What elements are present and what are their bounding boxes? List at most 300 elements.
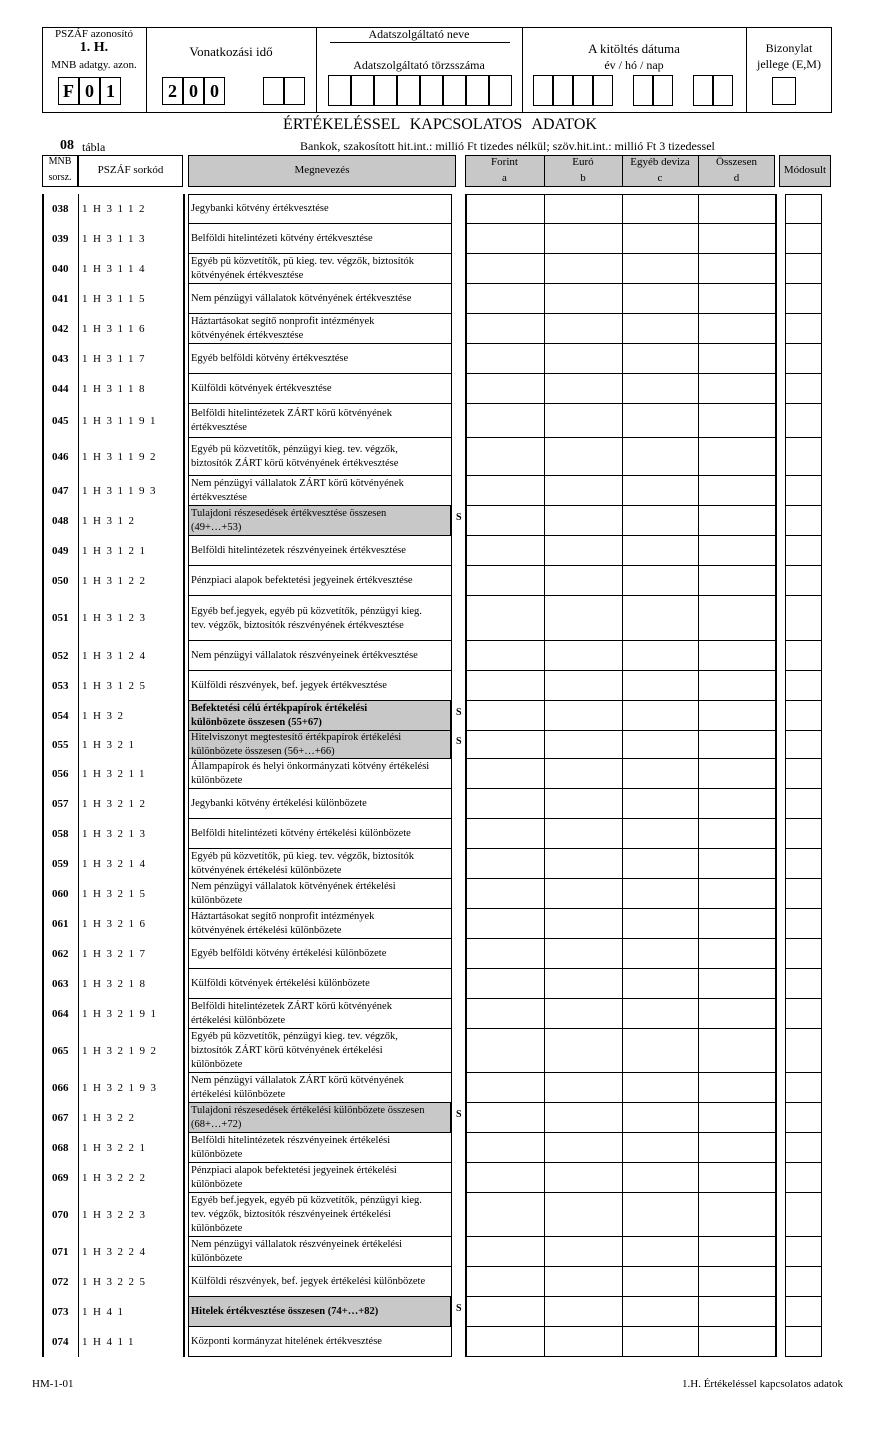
row-description-line: Belföldi hitelintézetek részvényeinek értékvesztése	[191, 545, 406, 556]
row-mnb-number: 073	[52, 1306, 69, 1318]
row-description	[188, 566, 451, 596]
row-input-modified[interactable]	[785, 476, 821, 506]
row-input-forint[interactable]	[466, 641, 544, 671]
row-sum-marker: S	[456, 1109, 462, 1120]
row-input-other[interactable]	[623, 438, 697, 476]
row-input-forint[interactable]	[466, 536, 544, 566]
doc-type-box[interactable]	[772, 77, 796, 105]
row-description	[188, 1297, 451, 1327]
date-box[interactable]	[633, 75, 653, 106]
row-input-total[interactable]	[699, 1073, 775, 1103]
row-input-total[interactable]	[699, 789, 775, 819]
code-box-2[interactable]: 0	[79, 77, 100, 105]
row-description	[188, 1133, 451, 1163]
row-input-other[interactable]	[623, 284, 697, 314]
row-input-forint[interactable]	[466, 759, 544, 789]
row-input-total[interactable]	[699, 701, 775, 731]
row-input-other[interactable]	[623, 1327, 697, 1357]
row-input-modified[interactable]	[785, 1193, 821, 1237]
row-input-forint[interactable]	[466, 1267, 544, 1297]
row-input-euro[interactable]	[545, 1163, 621, 1193]
row-mnb-number: 052	[52, 650, 69, 662]
row-input-forint[interactable]	[466, 1193, 544, 1237]
row-input-euro[interactable]	[545, 1237, 621, 1267]
row-input-forint[interactable]	[466, 789, 544, 819]
row-input-total[interactable]	[699, 759, 775, 789]
row-description-line: Belföldi hitelintézeti kötvény értékelési különbözete	[191, 828, 411, 839]
row-input-other[interactable]	[623, 1193, 697, 1237]
row-input-other[interactable]	[623, 1237, 697, 1267]
row-input-modified[interactable]	[785, 641, 821, 671]
date-box[interactable]	[653, 75, 673, 106]
row-input-euro[interactable]	[545, 1267, 621, 1297]
row-input-euro[interactable]	[545, 999, 621, 1029]
row-input-other[interactable]	[623, 254, 697, 284]
row-description-line: értékelési különbözete	[191, 1089, 286, 1100]
table-row	[0, 731, 880, 759]
row-description-line: Nem pénzügyi vállalatok kötvényének értékelési	[191, 881, 396, 892]
row-input-total[interactable]	[699, 254, 775, 284]
row-description-line: értékvesztése	[191, 422, 247, 433]
row-input-modified[interactable]	[785, 254, 821, 284]
row-input-other[interactable]	[623, 1163, 697, 1193]
row-input-modified[interactable]	[785, 819, 821, 849]
row-input-euro[interactable]	[545, 344, 621, 374]
row-input-total[interactable]	[699, 284, 775, 314]
row-description-line: Tulajdoni részesedések értékvesztése összesen	[191, 508, 387, 519]
row-input-forint[interactable]	[466, 1327, 544, 1357]
row-input-forint[interactable]	[466, 939, 544, 969]
row-description	[188, 1163, 451, 1193]
row-input-other[interactable]	[623, 641, 697, 671]
provider-reg-box[interactable]	[351, 75, 374, 106]
row-input-forint[interactable]	[466, 879, 544, 909]
row-input-modified[interactable]	[785, 909, 821, 939]
row-input-total[interactable]	[699, 731, 775, 759]
row-input-total[interactable]	[699, 999, 775, 1029]
row-description-line: Egyéb bef.jegyek, egyéb pü közvetítők, pénzügyi kieg.	[191, 605, 422, 617]
row-input-modified[interactable]	[785, 506, 821, 536]
row-input-euro[interactable]	[545, 879, 621, 909]
row-input-other[interactable]	[623, 969, 697, 999]
row-description	[188, 374, 451, 404]
row-input-modified[interactable]	[785, 969, 821, 999]
row-input-other[interactable]	[623, 849, 697, 879]
table-row	[0, 759, 880, 789]
row-description-line: Pénzpiaci alapok befektetési jegyeinek értékvesztése	[191, 575, 413, 586]
provider-reg-box[interactable]	[443, 75, 466, 106]
row-input-total[interactable]	[699, 879, 775, 909]
row-input-total[interactable]	[699, 939, 775, 969]
period-label: Vonatkozási idő	[189, 44, 273, 59]
row-mnb-number: 047	[52, 485, 69, 497]
row-input-modified[interactable]	[785, 224, 821, 254]
row-sum-marker: S	[456, 707, 462, 718]
row-description-line: Jegybanki kötvény értékelési különbözete	[191, 798, 367, 809]
row-description-line: Belföldi hitelintézetek ZÁRT körű kötvényének	[191, 408, 392, 419]
row-description-line: Külföldi részvények, bef. jegyek értékelési különbözete	[191, 1276, 426, 1287]
row-input-modified[interactable]	[785, 671, 821, 701]
row-input-euro[interactable]	[545, 536, 621, 566]
table-top-rule	[188, 194, 452, 195]
row-pszaf-code: 1H321	[82, 739, 140, 751]
row-input-forint[interactable]	[466, 314, 544, 344]
row-description	[188, 254, 451, 284]
row-input-total[interactable]	[699, 1133, 775, 1163]
row-description-line: különbözete	[191, 895, 243, 906]
provider-reg-box[interactable]	[489, 75, 512, 106]
date-box[interactable]	[693, 75, 713, 106]
row-input-forint[interactable]	[466, 404, 544, 438]
row-input-euro[interactable]	[545, 374, 621, 404]
row-input-forint[interactable]	[466, 1133, 544, 1163]
row-pszaf-code: 1H3121	[82, 545, 151, 557]
row-description-line: különbözete összesen (55+67)	[191, 717, 322, 728]
row-input-total[interactable]	[699, 566, 775, 596]
row-input-modified[interactable]	[785, 849, 821, 879]
row-input-forint[interactable]	[466, 344, 544, 374]
row-input-euro[interactable]	[545, 1029, 621, 1073]
row-input-forint[interactable]	[466, 671, 544, 701]
table-number: 08	[60, 138, 74, 153]
row-description	[188, 849, 451, 879]
row-input-total[interactable]	[699, 194, 775, 224]
row-pszaf-code: 1H32	[82, 710, 129, 722]
row-input-total[interactable]	[699, 1103, 775, 1133]
row-input-euro[interactable]	[545, 641, 621, 671]
row-input-euro[interactable]	[545, 438, 621, 476]
period-box-4[interactable]	[263, 77, 284, 105]
row-input-total[interactable]	[699, 1297, 775, 1327]
row-input-forint[interactable]	[466, 476, 544, 506]
code-box-3[interactable]: 1	[100, 77, 121, 105]
table-row	[0, 566, 880, 596]
row-input-total[interactable]	[699, 1029, 775, 1073]
row-input-total[interactable]	[699, 671, 775, 701]
table-row	[0, 404, 880, 438]
row-input-euro[interactable]	[545, 939, 621, 969]
row-description-line: értékvesztése	[191, 492, 247, 503]
date-label: A kitöltés dátuma	[588, 41, 680, 56]
row-description	[188, 759, 451, 789]
row-input-modified[interactable]	[785, 438, 821, 476]
row-input-other[interactable]	[623, 566, 697, 596]
row-input-euro[interactable]	[545, 254, 621, 284]
row-input-euro[interactable]	[545, 224, 621, 254]
table-vline	[622, 194, 623, 1357]
row-input-modified[interactable]	[785, 701, 821, 731]
row-input-modified[interactable]	[785, 314, 821, 344]
row-input-total[interactable]	[699, 1237, 775, 1267]
row-input-total[interactable]	[699, 909, 775, 939]
row-input-other[interactable]	[623, 1267, 697, 1297]
row-input-euro[interactable]	[545, 759, 621, 789]
row-input-other[interactable]	[623, 789, 697, 819]
row-input-modified[interactable]	[785, 1073, 821, 1103]
row-input-forint[interactable]	[466, 1163, 544, 1193]
row-description	[188, 404, 451, 438]
date-box[interactable]	[713, 75, 733, 106]
row-input-forint[interactable]	[466, 969, 544, 999]
row-input-euro[interactable]	[545, 1193, 621, 1237]
row-input-total[interactable]	[699, 1163, 775, 1193]
row-description-line: Belföldi hitelintézetek részvényeinek értékelési	[191, 1135, 391, 1146]
row-input-other[interactable]	[623, 1297, 697, 1327]
row-description-line: biztosítók ZÁRT körű kötvényének értékvesztése	[191, 458, 399, 469]
row-description-line: tev. végzők, biztosítók részvényének értékvesztése	[191, 619, 404, 631]
row-input-forint[interactable]	[466, 596, 544, 641]
row-input-modified[interactable]	[785, 1297, 821, 1327]
row-mnb-number: 050	[52, 575, 69, 587]
row-mnb-number: 067	[52, 1112, 69, 1124]
row-sum-marker: S	[456, 1303, 462, 1314]
row-input-forint[interactable]	[466, 374, 544, 404]
row-input-other[interactable]	[623, 506, 697, 536]
row-description-line: Egyéb belföldi kötvény értékvesztése	[191, 353, 349, 364]
row-input-other[interactable]	[623, 939, 697, 969]
row-input-euro[interactable]	[545, 909, 621, 939]
row-input-modified[interactable]	[785, 1163, 821, 1193]
row-mnb-number: 061	[52, 918, 69, 930]
table-row	[0, 1029, 880, 1073]
row-input-other[interactable]	[623, 759, 697, 789]
row-input-modified[interactable]	[785, 999, 821, 1029]
row-input-total[interactable]	[699, 476, 775, 506]
row-input-forint[interactable]	[466, 284, 544, 314]
row-pszaf-code: 1H3224	[82, 1246, 151, 1258]
row-input-total[interactable]	[699, 641, 775, 671]
row-input-other[interactable]	[623, 344, 697, 374]
row-input-modified[interactable]	[785, 374, 821, 404]
row-input-euro[interactable]	[545, 701, 621, 731]
row-input-total[interactable]	[699, 404, 775, 438]
row-input-modified[interactable]	[785, 344, 821, 374]
row-input-euro[interactable]	[545, 284, 621, 314]
date-box[interactable]	[573, 75, 593, 106]
row-pszaf-code: 1H32191	[82, 1008, 162, 1020]
row-mnb-number: 045	[52, 415, 69, 427]
row-input-euro[interactable]	[545, 506, 621, 536]
row-input-modified[interactable]	[785, 759, 821, 789]
row-input-forint[interactable]	[466, 999, 544, 1029]
period-box-2[interactable]: 0	[183, 77, 204, 105]
row-description	[188, 1327, 451, 1357]
row-mnb-number: 044	[52, 383, 69, 395]
date-box[interactable]	[533, 75, 553, 106]
row-description	[188, 939, 451, 969]
row-input-other[interactable]	[623, 224, 697, 254]
row-input-forint[interactable]	[466, 819, 544, 849]
row-input-modified[interactable]	[785, 789, 821, 819]
row-input-euro[interactable]	[545, 404, 621, 438]
row-input-modified[interactable]	[785, 1267, 821, 1297]
row-input-modified[interactable]	[785, 1327, 821, 1357]
row-input-other[interactable]	[623, 819, 697, 849]
row-input-forint[interactable]	[466, 1073, 544, 1103]
row-input-euro[interactable]	[545, 1327, 621, 1357]
row-input-total[interactable]	[699, 596, 775, 641]
period-box-5[interactable]	[284, 77, 305, 105]
row-input-total[interactable]	[699, 1327, 775, 1357]
row-input-modified[interactable]	[785, 879, 821, 909]
row-description-line: Belföldi hitelintézeti kötvény értékvesztése	[191, 233, 373, 244]
row-input-forint[interactable]	[466, 194, 544, 224]
date-box[interactable]	[593, 75, 613, 106]
row-input-forint[interactable]	[466, 731, 544, 759]
row-input-total[interactable]	[699, 819, 775, 849]
row-input-forint[interactable]	[466, 849, 544, 879]
col-name-label: Megnevezés	[294, 164, 350, 176]
row-input-modified[interactable]	[785, 566, 821, 596]
row-input-other[interactable]	[623, 999, 697, 1029]
row-input-modified[interactable]	[785, 1237, 821, 1267]
row-mnb-number: 040	[52, 263, 69, 275]
row-input-other[interactable]	[623, 314, 697, 344]
row-input-other[interactable]	[623, 731, 697, 759]
table-row	[0, 536, 880, 566]
row-input-total[interactable]	[699, 374, 775, 404]
row-input-total[interactable]	[699, 849, 775, 879]
row-input-forint[interactable]	[466, 224, 544, 254]
row-input-other[interactable]	[623, 404, 697, 438]
row-input-other[interactable]	[623, 476, 697, 506]
row-description-line: Pénzpiaci alapok befektetési jegyeinek értékelési	[191, 1165, 397, 1176]
row-input-euro[interactable]	[545, 314, 621, 344]
row-mnb-number: 051	[52, 612, 69, 624]
row-description-line: Külföldi kötvények értékvesztése	[191, 383, 332, 394]
table-vline	[785, 194, 786, 1357]
table-row	[0, 224, 880, 254]
row-input-forint[interactable]	[466, 438, 544, 476]
row-input-modified[interactable]	[785, 1103, 821, 1133]
row-input-other[interactable]	[623, 194, 697, 224]
row-pszaf-code: 1H3214	[82, 858, 151, 870]
row-input-modified[interactable]	[785, 404, 821, 438]
row-input-euro[interactable]	[545, 849, 621, 879]
row-input-modified[interactable]	[785, 284, 821, 314]
date-box[interactable]	[553, 75, 573, 106]
row-input-euro[interactable]	[545, 1297, 621, 1327]
row-mnb-number: 054	[52, 710, 69, 722]
table-row	[0, 374, 880, 404]
row-description-line: különbözete	[191, 1179, 243, 1190]
row-input-euro[interactable]	[545, 819, 621, 849]
row-input-modified[interactable]	[785, 194, 821, 224]
row-pszaf-code: 1H3212	[82, 798, 151, 810]
provider-reg-box[interactable]	[420, 75, 443, 106]
row-input-forint[interactable]	[466, 1029, 544, 1073]
row-input-modified[interactable]	[785, 536, 821, 566]
row-description-line: különbözete	[191, 1059, 243, 1070]
row-description-line: Nem pénzügyi vállalatok ZÁRT körű kötvényének	[191, 1075, 404, 1086]
row-input-euro[interactable]	[545, 969, 621, 999]
row-description-line: tev. végzők, biztosítók részvényeinek értékelési	[191, 1209, 391, 1220]
row-input-forint[interactable]	[466, 566, 544, 596]
row-input-modified[interactable]	[785, 1029, 821, 1073]
row-input-forint[interactable]	[466, 1237, 544, 1267]
row-input-euro[interactable]	[545, 1073, 621, 1103]
row-pszaf-code: 1H3213	[82, 828, 151, 840]
row-input-forint[interactable]	[466, 1297, 544, 1327]
row-input-modified[interactable]	[785, 1133, 821, 1163]
period-box-3[interactable]: 0	[204, 77, 225, 105]
row-input-total[interactable]	[699, 536, 775, 566]
period-box-1[interactable]: 2	[162, 77, 183, 105]
table-row	[0, 909, 880, 939]
provider-underline	[330, 42, 510, 43]
row-description-line: biztosítók ZÁRT körű kötvényének értékelési	[191, 1045, 383, 1056]
provider-name-label: Adatszolgáltató neve	[368, 27, 470, 41]
row-input-other[interactable]	[623, 1133, 697, 1163]
row-input-euro[interactable]	[545, 596, 621, 641]
row-input-total[interactable]	[699, 969, 775, 999]
row-input-modified[interactable]	[785, 596, 821, 641]
row-input-total[interactable]	[699, 224, 775, 254]
row-input-euro[interactable]	[545, 1133, 621, 1163]
row-input-euro[interactable]	[545, 671, 621, 701]
row-input-forint[interactable]	[466, 701, 544, 731]
row-input-other[interactable]	[623, 879, 697, 909]
row-input-euro[interactable]	[545, 1103, 621, 1133]
provider-reg-box[interactable]	[374, 75, 397, 106]
row-description	[188, 596, 451, 641]
table-row	[0, 194, 880, 224]
row-input-other[interactable]	[623, 671, 697, 701]
row-input-total[interactable]	[699, 1267, 775, 1297]
row-input-modified[interactable]	[785, 731, 821, 759]
row-input-other[interactable]	[623, 596, 697, 641]
row-pszaf-code: 1H3225	[82, 1276, 151, 1288]
provider-reg-box[interactable]	[397, 75, 420, 106]
row-input-other[interactable]	[623, 536, 697, 566]
row-input-euro[interactable]	[545, 789, 621, 819]
row-input-forint[interactable]	[466, 1103, 544, 1133]
row-input-total[interactable]	[699, 438, 775, 476]
code-box-1[interactable]: F	[58, 77, 79, 105]
row-input-other[interactable]	[623, 1029, 697, 1073]
provider-reg-box[interactable]	[466, 75, 489, 106]
row-description-line: (68+…+72)	[191, 1119, 242, 1130]
row-input-euro[interactable]	[545, 566, 621, 596]
row-input-total[interactable]	[699, 314, 775, 344]
row-input-other[interactable]	[623, 701, 697, 731]
row-description-line: Befektetési célú értékpapírok értékelési	[191, 703, 368, 714]
row-input-other[interactable]	[623, 1073, 697, 1103]
table-row	[0, 1267, 880, 1297]
row-input-total[interactable]	[699, 344, 775, 374]
row-input-modified[interactable]	[785, 939, 821, 969]
row-input-euro[interactable]	[545, 194, 621, 224]
row-description-line: Háztartásokat segítő nonprofit intézmények	[191, 316, 375, 327]
row-input-forint[interactable]	[466, 506, 544, 536]
row-input-other[interactable]	[623, 374, 697, 404]
row-input-other[interactable]	[623, 909, 697, 939]
row-description	[188, 1073, 451, 1103]
provider-reg-box[interactable]	[328, 75, 351, 106]
row-pszaf-code: 1H3223	[82, 1209, 151, 1221]
row-description	[188, 506, 451, 536]
row-input-total[interactable]	[699, 1193, 775, 1237]
row-input-other[interactable]	[623, 1103, 697, 1133]
col-euro-label: Euró	[572, 156, 594, 168]
row-input-total[interactable]	[699, 506, 775, 536]
row-mnb-number: 065	[52, 1045, 69, 1057]
row-input-euro[interactable]	[545, 731, 621, 759]
row-input-euro[interactable]	[545, 476, 621, 506]
row-input-forint[interactable]	[466, 254, 544, 284]
row-input-forint[interactable]	[466, 909, 544, 939]
row-mnb-number: 058	[52, 828, 69, 840]
